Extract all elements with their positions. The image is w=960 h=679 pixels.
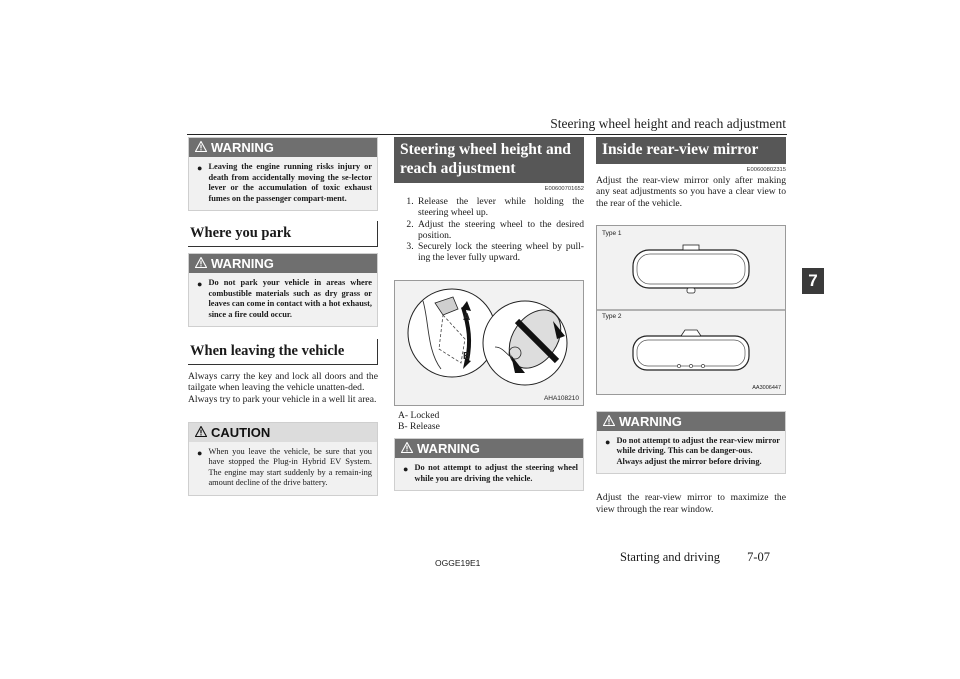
warning-text: Do not park your vehicle in areas where combustible materials such as dry grass or leaves can come in contact with a hot exhaust, since a fire could occur.: [208, 278, 372, 319]
mirror-figure: [596, 225, 786, 395]
column-middle: [394, 137, 584, 491]
caution-header: [189, 423, 377, 442]
legend-item: B- Release: [398, 421, 440, 433]
section-code: E00600802315: [746, 167, 786, 173]
warning-header: [597, 412, 785, 431]
running-header: Steering wheel height and reach adjustment: [550, 116, 786, 131]
warning-box-park: [188, 253, 378, 327]
step-item: 3. Securely lock the steering wheel by pull-ing the lever fully upward.: [416, 241, 584, 264]
figure-label-a: A: [463, 311, 471, 323]
figure-type2: Type 2: [602, 312, 622, 320]
header-rule: [187, 134, 787, 135]
bullet-icon: ●: [197, 447, 203, 458]
column-left: [188, 137, 378, 496]
step-item: 1. Release the lever while holding the steering wheel up.: [416, 196, 584, 219]
bullet-icon: ●: [403, 464, 409, 475]
figure-id: AA3006447: [752, 384, 781, 391]
warning-header: [395, 439, 583, 458]
warning-text: Do not attempt to adjust the steering wheel while you are driving the vehicle.: [414, 463, 578, 483]
warning-box-steering: [394, 438, 584, 491]
steering-illustration: [395, 281, 583, 405]
warning-triangle-icon: [195, 256, 207, 271]
warning-text: Do not attempt to adjust the rear-view mirror while driving. This can be danger-ous.: [616, 435, 780, 456]
warning-triangle-icon: [603, 414, 615, 429]
warning-box-engine: [188, 137, 378, 211]
paragraph-well-lit: Always try to park your vehicle in a well lit area.: [188, 393, 377, 405]
section-banner-mirror: Inside rear-view mirror: [596, 137, 786, 164]
warning-box-mirror: [596, 411, 786, 475]
bullet-icon: ●: [605, 436, 611, 447]
figure-legend: [394, 410, 584, 433]
warning-label: WARNING: [211, 256, 274, 271]
caution-label: CAUTION: [211, 424, 271, 440]
section-heading-where-you-park: Where you park: [188, 221, 378, 247]
figure-type1: Type 1: [602, 229, 622, 237]
footer-page-number: 7-07: [747, 550, 771, 564]
warning-label: WARNING: [417, 441, 480, 457]
warning-label: WARNING: [619, 413, 682, 429]
warning-text-group: [616, 436, 780, 468]
section-banner-steering: Steering wheel height and reach adjustment: [394, 137, 584, 183]
warning-header: [189, 254, 377, 273]
footer-doc-code: OGGE19E1: [435, 558, 481, 568]
figure-id: AHA108210: [543, 394, 579, 402]
figure-label-b: B: [463, 350, 471, 362]
section-code: E00600701652: [544, 186, 584, 192]
bullet-icon: ●: [197, 279, 203, 289]
caution-text: When you leave the vehicle, be sure that you have stopped the Plug-in Hybrid EV System. The engine may start suddenly by a remain-ing amount decline of the drive battery.: [208, 446, 372, 488]
legend-item: A- Locked: [398, 409, 440, 421]
caution-triangle-icon: [195, 425, 207, 440]
paragraph-lock-doors: Always carry the key and lock all doors and the tailgate when leaving the vehicle unatten-ded.: [188, 371, 378, 394]
paragraph-adjust-mirror: Adjust the rear-view mirror only after making any seat adjustments so you have a clear view to the rear of the vehicle.: [596, 175, 786, 209]
caution-box: [188, 422, 378, 496]
steps-list: [394, 196, 584, 264]
warning-text: Always adjust the mirror before driving.: [616, 456, 762, 466]
paragraph-maximize-view: Adjust the rear-view mirror to maximize the view through the rear window.: [596, 492, 786, 515]
warning-triangle-icon: [401, 441, 413, 456]
steering-figure: [394, 280, 584, 406]
footer-section: Starting and driving: [620, 550, 720, 564]
warning-header: [189, 138, 377, 157]
footer-page-info: [620, 550, 770, 565]
section-heading-when-leaving: When leaving the vehicle: [188, 339, 378, 365]
mirror-type1-illustration: [597, 226, 785, 394]
step-item: 2. Adjust the steering wheel to the desired position.: [416, 219, 584, 242]
warning-label: WARNING: [211, 140, 274, 155]
warning-triangle-icon: [195, 140, 207, 155]
column-right: [596, 137, 786, 515]
chapter-tab: 7: [802, 268, 824, 294]
bullet-icon: ●: [197, 163, 203, 173]
warning-text: Leaving the engine running risks injury or death from accidentally moving the se-lector lever or the accumulation of toxic exhaust fumes on the passenger compart-ment.: [208, 162, 372, 203]
